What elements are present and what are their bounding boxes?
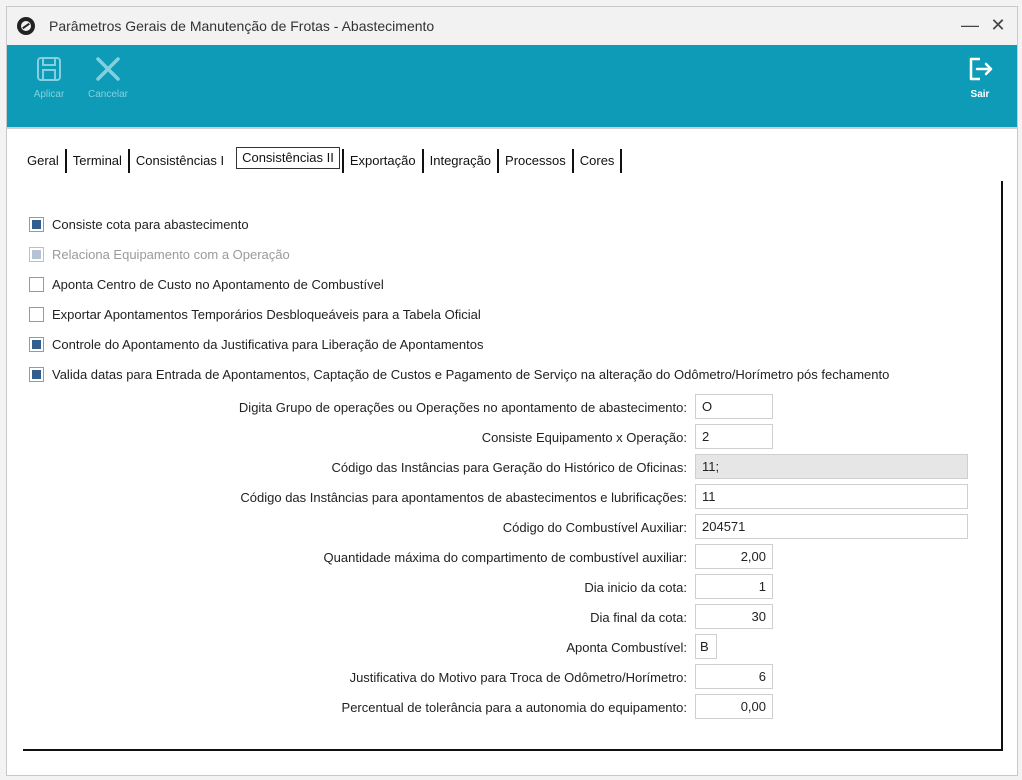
checkbox-label: Valida datas para Entrada de Apontamentos, Captação de Custos e Pagamento de Serviço na alteração do Odômetro/Horímetro pós fechamento [52,366,890,382]
title-bar [7,7,1017,45]
checkbox[interactable] [29,337,44,352]
quota-start-day-input[interactable]: 1 [695,574,773,599]
checkbox-row [29,239,889,269]
odometer-reason-input[interactable]: 6 [695,664,773,689]
checkbox-label: Controle do Apontamento da Justificativa para Liberação de Apontamentos [52,336,484,352]
field-label: Aponta Combustível: [566,640,687,655]
tab-bar [21,149,622,173]
field-row [7,513,1017,543]
checkbox-row[interactable] [29,359,889,389]
field-row [7,573,1017,603]
checkbox-row[interactable] [29,269,889,299]
save-icon [35,55,63,83]
field-row [7,663,1017,693]
tab-geral[interactable]: Geral [21,149,67,173]
tab-processos[interactable]: Processos [499,149,574,173]
toolbar [7,45,1017,127]
checkbox-label: Relaciona Equipamento com a Operação [52,246,290,262]
fueling-instances-input[interactable]: 11 [695,484,968,509]
exit-button[interactable] [955,55,1005,100]
cancel-label: Cancelar [87,89,129,100]
field-row [7,633,1017,663]
quota-end-day-input[interactable]: 30 [695,604,773,629]
tab-exportacao[interactable]: Exportação [342,149,424,173]
field-row [7,693,1017,723]
fuel-entry-input[interactable]: B [695,634,717,659]
apply-button[interactable] [24,55,74,100]
exit-icon [966,55,994,83]
field-label: Justificativa do Motivo para Troca de Odômetro/Horímetro: [349,670,687,685]
checkbox-row[interactable] [29,209,889,239]
tab-cores[interactable]: Cores [574,149,623,173]
field-label: Código do Combustível Auxiliar: [502,520,687,535]
exit-label: Sair [970,89,990,100]
tab-integracao[interactable]: Integração [424,149,499,173]
equipment-operation-input[interactable]: 2 [695,424,773,449]
field-label: Dia final da cota: [590,610,687,625]
app-logo-icon [17,17,35,35]
tab-terminal[interactable]: Terminal [67,149,130,173]
minimize-button[interactable]: — [961,15,979,35]
operation-group-input[interactable]: O [695,394,773,419]
field-label: Digita Grupo de operações ou Operações no apontamento de abastecimento: [238,400,687,415]
workshop-history-instances-input: 11; [695,454,968,479]
main-window [6,6,1018,776]
field-row [7,393,1017,423]
field-row [7,423,1017,453]
cancel-button[interactable] [83,55,133,100]
window-title: Parâmetros Gerais de Manutenção de Frotas - Abastecimento [49,18,435,34]
tab-consistencias-i[interactable]: Consistências I [135,153,225,168]
max-aux-fuel-input[interactable]: 2,00 [695,544,773,569]
field-row [7,543,1017,573]
field-label: Percentual de tolerância para a autonomia do equipamento: [341,700,687,715]
checkbox-label: Exportar Apontamentos Temporários Desbloqueáveis para a Tabela Oficial [52,306,481,322]
autonomy-tolerance-input[interactable]: 0,00 [695,694,773,719]
field-row [7,603,1017,633]
checkbox-row[interactable] [29,329,889,359]
checkbox[interactable] [29,217,44,232]
checkbox[interactable] [29,277,44,292]
checkbox-label: Consiste cota para abastecimento [52,216,249,232]
field-label: Código das Instâncias para apontamentos de abastecimentos e lubrificações: [240,490,687,505]
field-row [7,483,1017,513]
field-label: Consiste Equipamento x Operação: [481,430,687,445]
checkbox-row[interactable] [29,299,889,329]
checkbox[interactable] [29,367,44,382]
checkbox-label: Aponta Centro de Custo no Apontamento de Combustível [52,276,384,292]
apply-label: Aplicar [33,89,65,100]
field-label: Quantidade máxima do compartimento de combustível auxiliar: [323,550,687,565]
field-label: Código das Instâncias para Geração do Histórico de Oficinas: [331,460,687,475]
checkbox-list [29,209,889,389]
close-window-button[interactable]: ✕ [990,15,1006,35]
content-area [7,127,1017,777]
cancel-x-icon [94,55,122,83]
auxiliary-fuel-code-input[interactable]: 204571 [695,514,968,539]
checkbox-disabled [29,247,44,262]
field-row [7,453,1017,483]
field-label: Dia inicio da cota: [584,580,687,595]
tab-consistencias-ii[interactable]: Consistências II [236,147,340,169]
checkbox[interactable] [29,307,44,322]
